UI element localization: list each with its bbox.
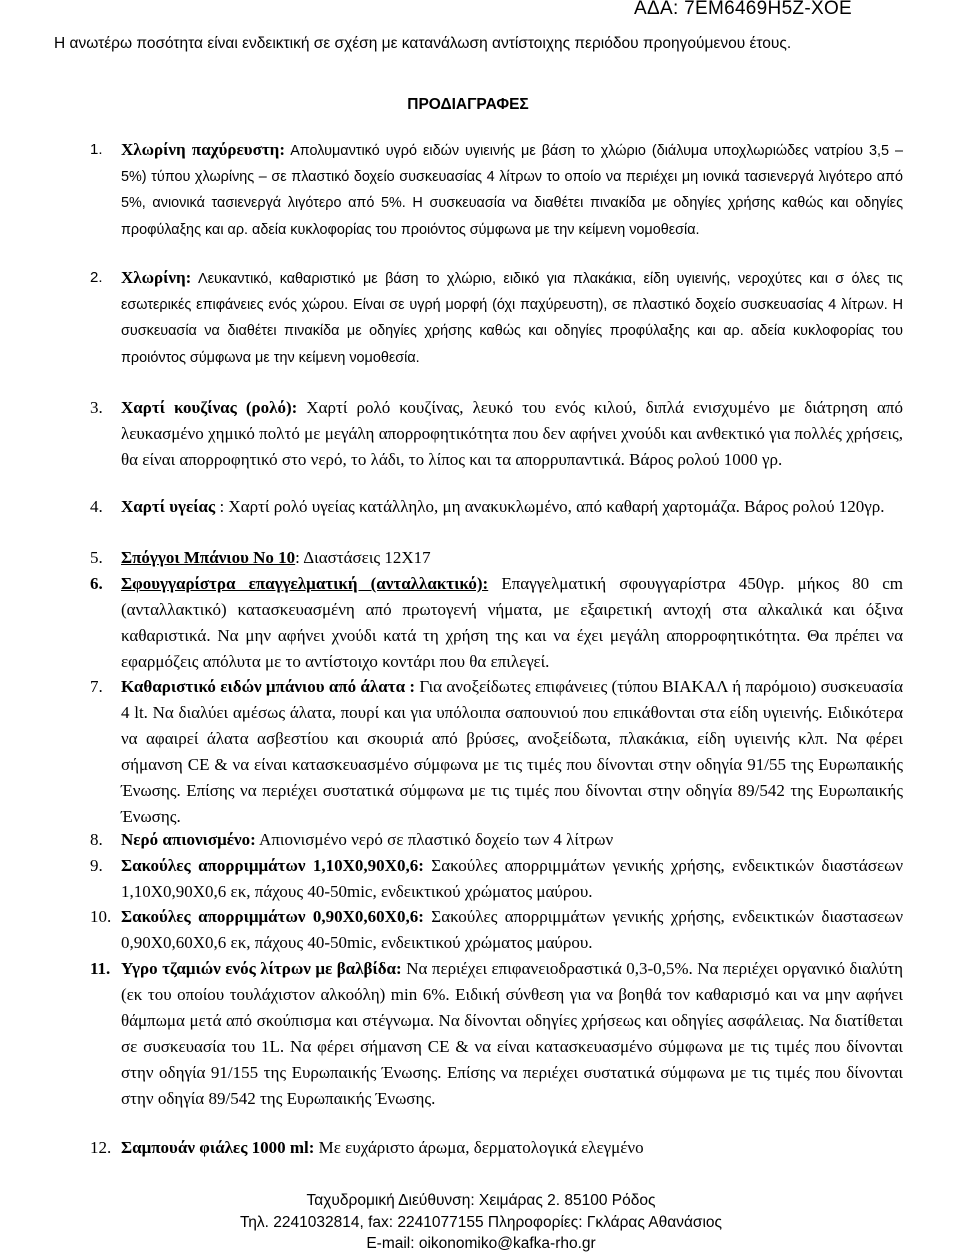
footer-address: Ταχυδρομική Διεύθυνση: Χειμάρας 2. 85100 Ρόδος	[306, 1192, 656, 1209]
spec-text: Να περιέχει επιφανειοδραστικά 0,3-0,5%. Να περιέχει οργανικό διαλύτη (εκ του οποίου τουλάχιστον αλκοόλη) min 6%. Ειδική σύνθεση για να βοηθά τον καθαρισμό και να μην αφήνει θάμπωμα μετά από σκούπισμα και στέγνωμα. Να δίνονται οδηγίες χρήσεως και οδηγίες ασφάλειας. Να διατίθεται σε συσκευασία του 1L. Να φέρει σήμανση CE & να είναι κατασκευασμένο σύμφωνα με τις τιμές που δίνονται στην οδηγία 91/155 της Ευρωπαικής Ένωσης. Επίσης να περιέχει συστατικά σύμφωνα με τις τιμές που δίνονται στην οδηγία 89/542 της Ευρωπαικής Ένωσης.	[121, 959, 903, 1108]
document-footer	[0, 1190, 960, 1255]
spec-text: : Χαρτί ρολό υγείας κατάλληλο, μη ανακυκλωμένο, από καθαρή χαρτομάζα. Βάρος ρολού 120γρ.	[215, 497, 885, 516]
spec-title: Υγρο τζαμιών ενός λίτρων με βαλβίδα:	[121, 959, 402, 978]
spec-number: 4.	[90, 497, 103, 516]
spec-title: Χαρτί κουζίνας (ρολό):	[121, 398, 298, 417]
spec-number: 12.	[90, 1138, 112, 1157]
spec-title-tail: : Διαστάσεις 12Χ17	[295, 548, 431, 567]
spec-body	[121, 827, 903, 853]
spec-number: 11.	[90, 959, 111, 978]
spec-title: Σπόγγοι Μπάνιου Νο 10	[121, 548, 296, 567]
spec-number: 3.	[90, 398, 103, 417]
spec-number: 9.	[90, 856, 103, 875]
specifications-heading	[0, 96, 960, 114]
spec-number: 5.	[90, 548, 103, 567]
spec-text: Για ανοξείδωτες επιφάνειες (τύπου ΒΙΑΚΑΛ ή παρόμοιο) συσκευασία 4 lt. Να διαλύει αμέσως άλατα, πουρί και για υπόλοιπα σαπουνιού που επικάθονται στα είδη υγιεινής. Ειδικότερα να αφαιρεί άλατα ασβεστίου και σκουριά από βρύσες, ανοξείδωτα, πλακάκια, είδη υγιεινής κλπ. Να φέρει σήμανση CE & να είναι κατασκευασμένο σύμφωνα με τις τιμές που δίνονται στην οδηγία 91/55 της Ευρωπαικής Ένωσης. Επίσης να περιέχει συστατικά σύμφωνα με τις τιμές που δίνονται στην οδηγία 89/542 της Ευρωπαικής Ένωσης.	[121, 677, 903, 826]
spec-title: Σαμπουάν φιάλες 1000 ml:	[121, 1138, 315, 1157]
spec-number: 2.	[90, 269, 103, 286]
spec-body	[121, 904, 903, 956]
spec-number: 7.	[90, 677, 103, 696]
spec-text: Απιονισμένο νερό σε πλαστικό δοχείο των 4 λίτρων	[255, 830, 614, 849]
quantity-note: Η ανωτέρω ποσότητα είναι ενδεικτική σε σχέση με κατανάλωση αντίστοιχης περιόδου προηγούμενου έτους.	[54, 35, 792, 52]
spec-text: Με ευχάριστο άρωμα, δερματολογικά ελεγμένο	[314, 1138, 644, 1157]
spec-number: 10.	[90, 907, 112, 926]
spec-text: Λευκαντικό, καθαριστικό με βάση το χλώριο, ειδικό για πλακάκια, είδη υγιεινής, νεροχύτες και σ όλες τις εσωτερικές επιφάνειες ενός χώρου. Είναι σε υγρή μορφή (όχι παχύρευστη), σε πλαστικό δοχείο συσκευασίας 4 λίτρων. Η συσκευασία να διαθέτει πινακίδα με οδηγίες χρήσης καθώς και οδηγίες προφύλαξης και αρ. αδεία κυκλοφορίας του προιόντος σύμφωνα με την κείμενη νομοθεσία.	[121, 271, 903, 366]
spec-body	[121, 1135, 903, 1161]
spec-body	[121, 571, 903, 675]
spec-text: Επαγγελματική σφουγγαρίστρα 450γρ. μήκος 80 cm (ανταλλακτικό) κατασκευασμένη από πρωτογενή νήματα, με εξαιρετική αντοχή στα αλκαλικά και όξινα καθαριστικά. Να μην αφήνει χνούδι κατά τη χρήση της και να έχει μεγάλη απορροφητικότητα. Θα πρέπει να εφαρμόζεις απόλυτα με το αντίστοιχο κοντάρι που θα επιλεγεί.	[121, 574, 903, 671]
spec-title: Σακούλες απορριμμάτων 1,10Χ0,90Χ0,6:	[121, 856, 424, 875]
spec-title: Χλωρίνη:	[121, 268, 192, 287]
spec-title: Χλωρίνη παχύρευστη:	[121, 140, 285, 159]
spec-body	[121, 545, 903, 571]
spec-title: Σφουγγαρίστρα επαγγελματική (ανταλλακτικό):	[121, 574, 489, 593]
spec-body	[121, 956, 903, 1112]
spec-number: 8.	[90, 830, 103, 849]
footer-contact: Τηλ. 2241032814, fax: 2241077155 Πληροφορίες: Γκλάρας Αθανάσιος	[239, 1213, 723, 1231]
spec-body	[121, 853, 903, 905]
spec-body	[121, 674, 903, 830]
spec-body	[121, 494, 903, 520]
spec-title: Καθαριστικό ειδών μπάνιου από άλατα :	[121, 677, 416, 696]
spec-body	[121, 265, 903, 371]
footer-email: E-mail: oikonomiko@kafka-rho.gr	[366, 1235, 596, 1252]
specifications-heading-text: ΠΡΟΔΙΑΓΡΑΦΕΣ	[407, 96, 529, 113]
spec-text: Σακούλες απορριμμάτων γενικής χρήσης, ενδεικτικών διαστάσεων 1,10Χ0,90Χ0,6 εκ, πάχους 40-50mic, ενδεικτικού χρώματος μαύρου.	[121, 856, 903, 901]
spec-body	[121, 137, 903, 243]
spec-number: 6.	[90, 574, 103, 593]
spec-title: Σακούλες απορριμμάτων 0,90Χ0,60Χ0,6:	[121, 907, 424, 926]
spec-text: Απολυμαντικό υγρό ειδών υγιεινής με βάση το χλώριο (διάλυμα υποχλωριώδες νατρίου 3,5 – 5%) τύπου χλωρίνης – σε πλαστικό δοχείο συσκευασίας 4 λίτρων το οποίο να περιέχει μη ιονικά τασιενεργά λιγότερο από 5%, ανιονικά τασιενεργά λιγότερο από 5%. Η συσκευασία να διαθέτει πινακίδα με οδηγίες χρήσης καθώς και οδηγίες προφύλαξης και αρ. αδεία κυκλοφορίας του προιόντος σύμφωνα με την κείμενη νομοθεσία.	[121, 143, 903, 238]
spec-number: 1.	[90, 141, 103, 158]
spec-title: Νερό απιονισμένο:	[121, 830, 256, 849]
spec-text: Χαρτί ρολό κουζίνας, λευκό του ενός κιλού, διπλά ενισχυμένο με διάτρηση από λευκασμένο χημικό πολτό με μεγάλη απορροφητικότητα που δεν αφήνει χνούδι και ανθεκτικό για πολλές χρήσεις, θα είναι απορροφητικό στο νερό, το λάδι, το λίπος και τα απορρυπαντικά. Βάρος ρολού 1000 γρ.	[121, 398, 903, 469]
spec-body	[121, 395, 903, 473]
ada-id: ΑΔΑ: 7ΕΜ6469Η5Ζ-ΧΟΕ	[634, 0, 852, 19]
spec-text: Σακούλες απορριμμάτων γενικής χρήσης, ενδεικτικών διαστασεων 0,90Χ0,60Χ0,6 εκ, πάχους 40-50mic, ενδεικτικού χρώματος μαύρου.	[121, 907, 903, 952]
spec-title: Χαρτί υγείας	[121, 497, 216, 516]
